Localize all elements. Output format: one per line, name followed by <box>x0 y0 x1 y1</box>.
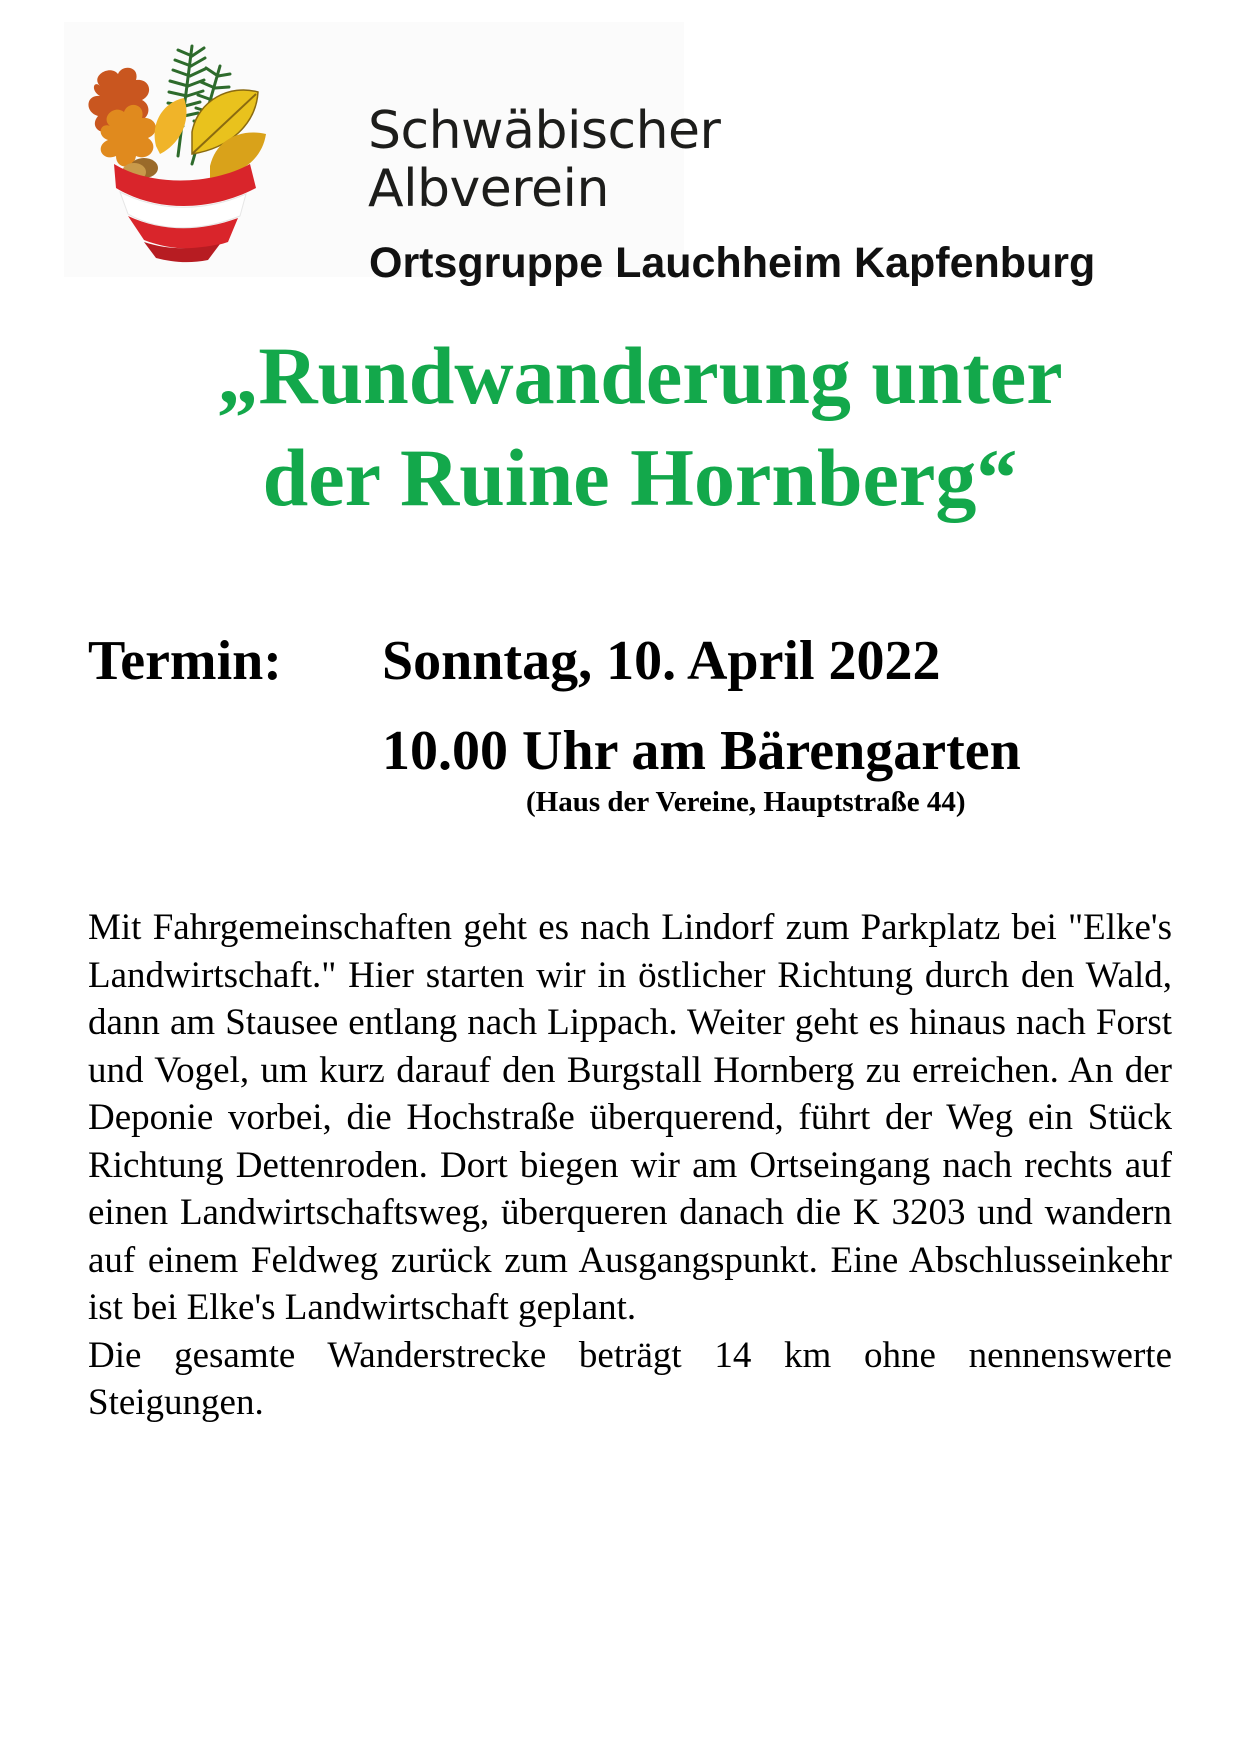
leaf-bouquet-logo-icon <box>80 36 280 264</box>
organization-name-line1: Schwäbischer <box>368 101 721 161</box>
description-paragraph-2: Die gesamte Wanderstrecke beträgt 14 km ohne nennenswerte Steigungen. <box>88 1334 1172 1423</box>
title-line2: der Ruine Hornberg“ <box>262 432 1018 523</box>
organization-name <box>368 102 720 218</box>
organization-subtitle: Ortsgruppe Lauchheim Kapfenburg <box>369 239 1096 287</box>
termin-time: 10.00 Uhr am Bärengarten <box>382 720 1021 782</box>
page-title <box>90 325 1190 529</box>
title-line1: „Rundwanderung unter <box>217 330 1063 421</box>
termin-label: Termin: <box>88 630 282 692</box>
termin-date: Sonntag, 10. April 2022 <box>382 630 941 692</box>
description <box>88 904 1172 1427</box>
termin-place: (Haus der Vereine, Hauptstraße 44) <box>526 786 966 818</box>
header <box>64 22 1096 287</box>
description-paragraph-1: Mit Fahrgemeinschaften geht es nach Lindorf zum Parkplatz bei "Elke's Landwirtschaft." Hier starten wir in östlicher Richtung durch den Wald, dann am Stausee entlang nach Lippach. Weiter geht es hinaus nach Forst und Vogel, um kurz darauf den Burgstall Hornberg zu erreichen. An der Deponie vorbei, die Hochstraße überquerend, führt der Weg ein Stück Richtung Dettenroden. Dort biegen wir am Ortseingang nach rechts auf einen Landwirtschaftsweg, überqueren danach die K 3203 und wandern auf einem Feldweg zurück zum Ausgangspunkt. Eine Abschlusseinkehr ist bei Elke's Landwirtschaft geplant. <box>88 907 1172 1328</box>
organization-name-line2: Albverein <box>368 159 609 219</box>
